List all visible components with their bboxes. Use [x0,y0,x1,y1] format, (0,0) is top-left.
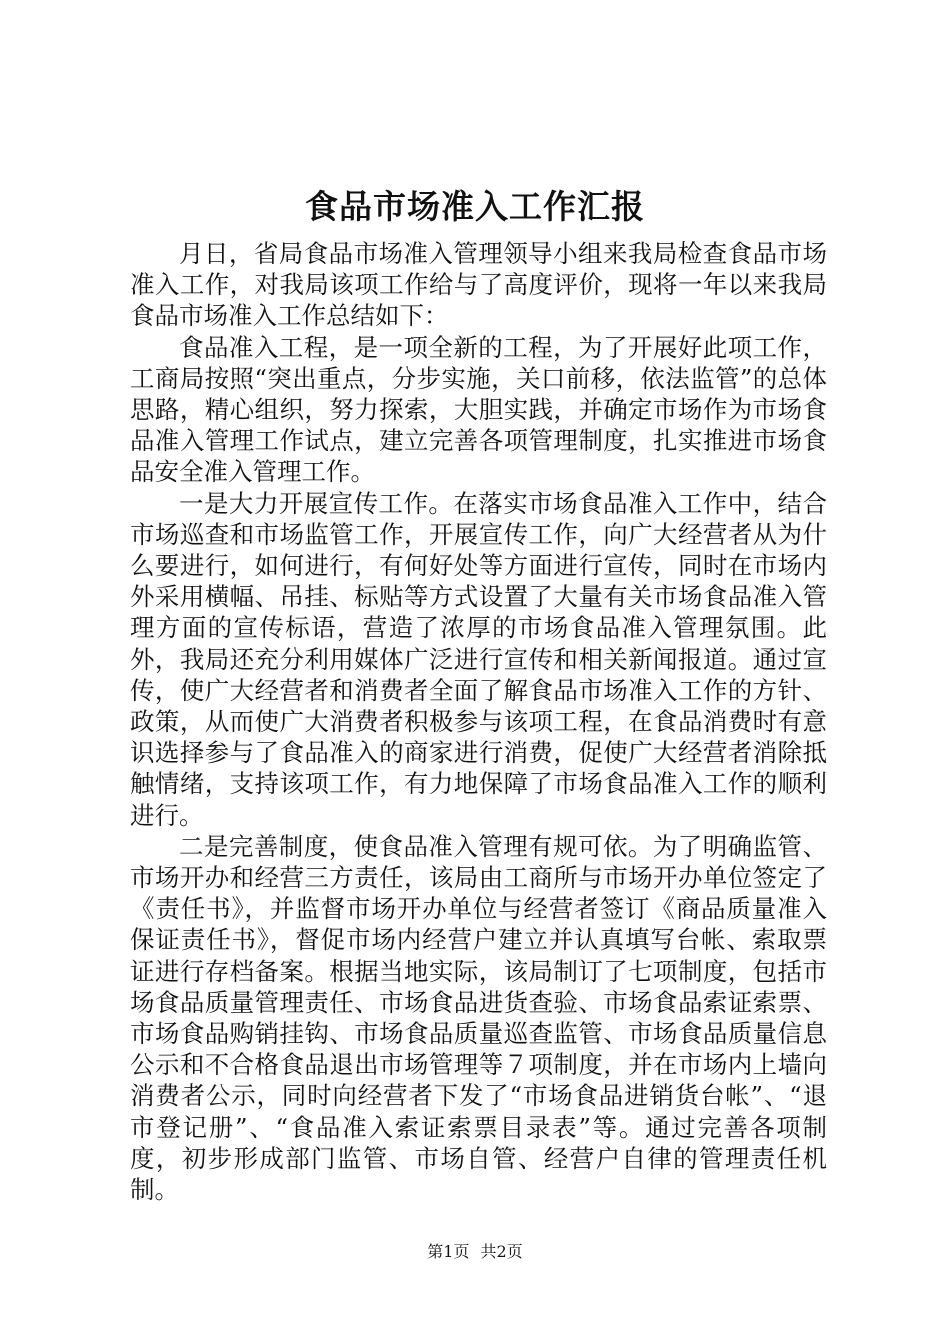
paragraph-overview: 食品准入工程，是一项全新的工程，为了开展好此项工作，工商局按照“突出重点，分步实施，关口前移，依法监管”的总体思路，精心组织，努力探索，大胆实践，并确定市场作为市场食品准入管理工作试点，建立完善各项管理制度，扎实推进市场食品安全准入管理工作。 [130,332,827,487]
paragraph-intro: 月日，省局食品市场准入管理领导小组来我局检查食品市场准入工作，对我局该项工作给与了高度评价，现将一年以来我局食品市场准入工作总结如下： [130,239,827,331]
paragraph-publicity: 一是大力开展宣传工作。在落实市场食品准入工作中，结合市场巡查和市场监管工作，开展宣传工作，向广大经营者从为什么要进行，如何进行，有何好处等方面进行宣传，同时在市场内外采用横幅、吊挂、标贴等方式设置了大量有关市场食品准入管理方面的宣传标语，营造了浓厚的市场食品准入管理氛围。此外，我局还充分利用媒体广泛进行宣传和相关新闻报道。通过宣传，使广大经营者和消费者全面了解食品市场准入工作的方针、政策，从而使广大消费者积极参与该项工程，在食品消费时有意识选择参与了食品准入的商家进行消费，促使广大经营者消除抵触情绪，支持该项工作，有力地保障了市场食品准入工作的顺利进行。 [130,488,827,830]
paragraph-regulations: 二是完善制度，使食品准入管理有规可依。为了明确监管、市场开办和经营三方责任，该局由工商所与市场开办单位签定了《责任书》，并监督市场开办单位与经营者签订《商品质量准入保证责任书》，督促市场内经营户建立并认真填写台帐、索取票证进行存档备案。根据当地实际，该局制订了七项制度，包括市场食品质量管理责任、市场食品进货查验、市场食品索证索票、市场食品购销挂钩、市场食品质量巡查监管、市场食品质量信息公示和不合格食品退出市场管理等７项制度，并在市场内上墙向消费者公示，同时向经营者下发了“市场食品进销货台帐”、“退市登记册”、“食品准入索证索票目录表”等。通过完善各项制度，初步形成部门监管、市场自管、经营户自律的管理责任机制。 [130,831,827,1205]
document-body [130,238,827,1205]
page-number-footer: 第1页 共2页 [427,1242,523,1261]
document-title: 食品市场准入工作汇报 [305,187,645,226]
